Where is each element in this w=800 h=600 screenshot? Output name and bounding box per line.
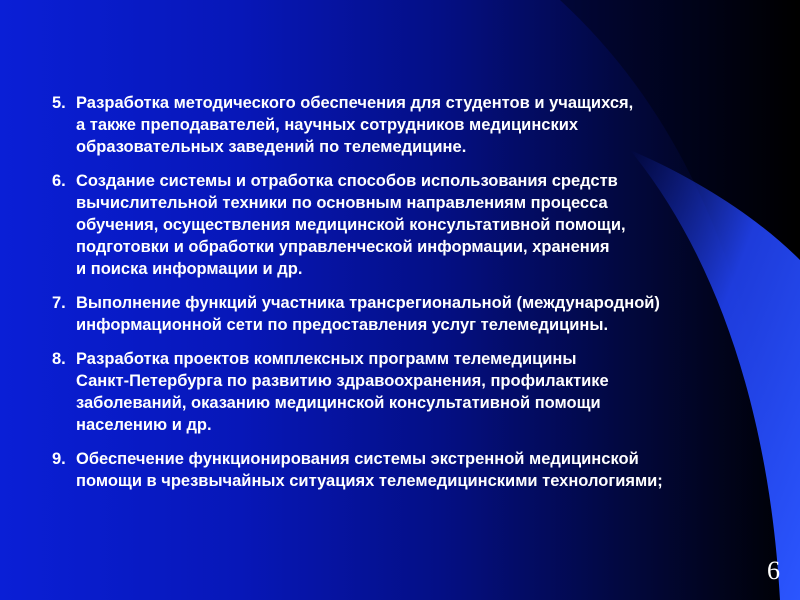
item-text-line: Обеспечение функционирования системы экстренной медицинской bbox=[76, 450, 639, 468]
item-number: 6. bbox=[52, 172, 66, 190]
list-item bbox=[52, 170, 794, 280]
item-text-line: Выполнение функций участника трансрегиональной (международной) bbox=[76, 294, 660, 312]
item-text-line: вычислительной техники по основным направлениям процесса bbox=[76, 194, 608, 212]
list-item bbox=[52, 448, 794, 492]
item-text-line: Санкт-Петербурга по развитию здравоохранения, профилактике bbox=[76, 372, 609, 390]
item-text-line: и поиска информации и др. bbox=[76, 260, 303, 278]
item-text-line: помощи в чрезвычайных ситуациях телемедицинскими технологиями; bbox=[76, 472, 663, 490]
item-number: 9. bbox=[52, 450, 66, 468]
item-text-line: обучения, осуществления медицинской консультативной помощи, bbox=[76, 216, 626, 234]
page-number: 6 bbox=[767, 556, 780, 585]
item-text-line: Разработка проектов комплексных программ телемедицины bbox=[76, 350, 577, 368]
list-item bbox=[52, 348, 794, 436]
list-item bbox=[52, 292, 794, 336]
item-number: 7. bbox=[52, 294, 66, 312]
item-text-line: населению и др. bbox=[76, 416, 212, 434]
list-item bbox=[52, 92, 794, 158]
item-text-line: подготовки и обработки управленческой информации, хранения bbox=[76, 238, 610, 256]
item-number: 8. bbox=[52, 350, 66, 368]
item-number: 5. bbox=[52, 94, 66, 112]
item-text-line: информационной сети по предоставления услуг телемедицины. bbox=[76, 316, 609, 334]
item-list bbox=[52, 92, 794, 504]
item-text-line: Разработка методического обеспечения для студентов и учащихся, bbox=[76, 94, 634, 112]
item-text-line: а также преподавателей, научных сотрудников медицинских bbox=[76, 116, 579, 134]
item-text-line: заболеваний, оказанию медицинской консультативной помощи bbox=[76, 394, 601, 412]
item-text-line: образовательных заведений по телемедицине. bbox=[76, 138, 467, 156]
item-text-line: Создание системы и отработка способов использования средств bbox=[76, 172, 618, 190]
